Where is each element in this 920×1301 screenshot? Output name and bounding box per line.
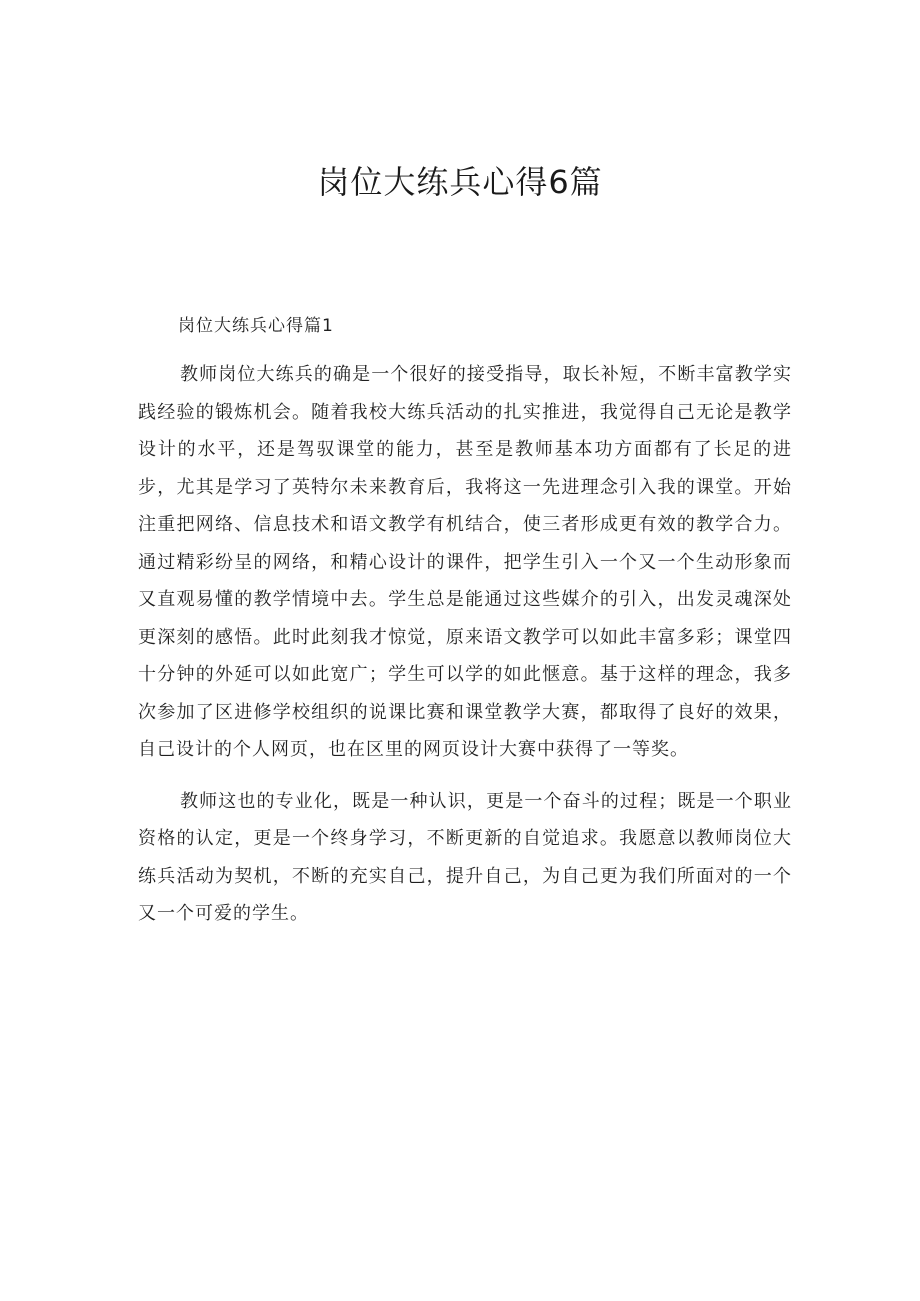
paragraph-1: 教师岗位大练兵的确是一个很好的接受指导，取长补短，不断丰富教学实践经验的锻炼机会。随着我校大练兵活动的扎实推进，我觉得自己无论是教学设计的水平，还是驾驭课堂的能力，甚至是教师基本功方面都有了长足的进步，尤其是学习了英特尔未来教育后，我将这一先进理念引入我的课堂。开始注重把网络、信息技术和语文教学有机结合，使三者形成更有效的教学合力。通过精彩纷呈的网络，和精心设计的课件，把学生引入一个又一个生动形象而又直观易懂的教学情境中去。学生总是能通过这些媒介的引入，出发灵魂深处更深刻的感悟。此时此刻我才惊觉，原来语文教学可以如此丰富多彩；课堂四十分钟的外延可以如此宽广；学生可以学的如此惬意。基于这样的理念，我多次参加了区进修学校组织的说课比赛和课堂教学大赛，都取得了良好的效果，自己设计的个人网页，也在区里的网页设计大赛中获得了一等奖。: [138, 364, 792, 760]
document-body: [138, 310, 792, 933]
paragraph-2: 教师这也的专业化，既是一种认识，更是一个奋斗的过程；既是一个职业资格的认定，更是一个终身学习，不断更新的自觉追求。我愿意以教师岗位大练兵活动为契机，不断的充实自己，提升自己，为自己更为我们所面对的一个又一个可爱的学生。: [138, 790, 792, 924]
section-heading: 岗位大练兵心得篇1: [178, 316, 334, 336]
document-title: 岗位大练兵心得6篇: [317, 163, 603, 201]
